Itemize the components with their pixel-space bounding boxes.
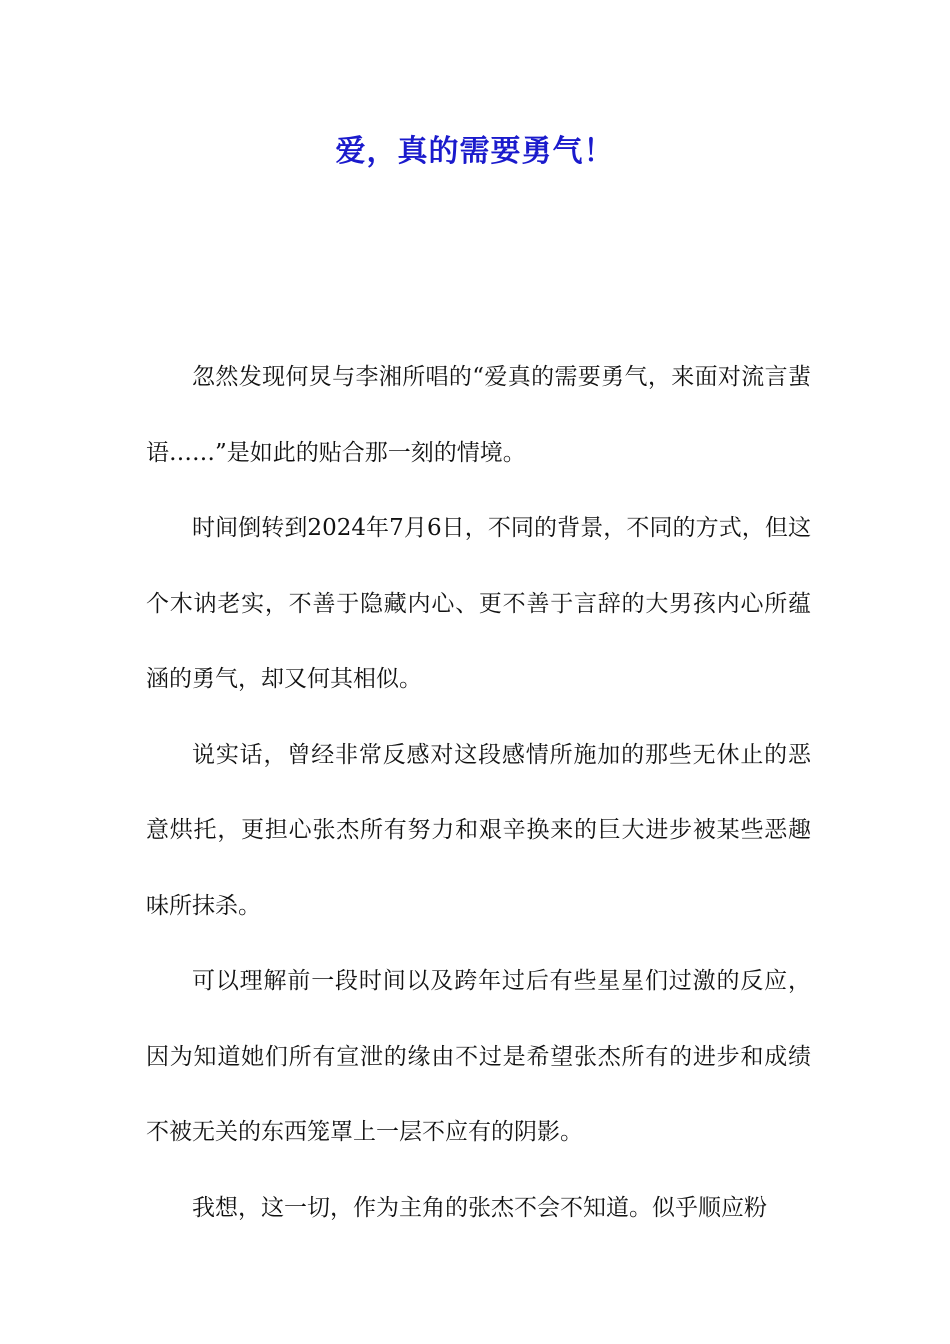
- document-title: 爱，真的需要勇气！: [335, 134, 615, 169]
- document-body: [146, 340, 811, 1246]
- paragraph: 说实话，曾经非常反感对这段感情所施加的那些无休止的恶意烘托，更担心张杰所有努力和艰辛换来的巨大进步被某些恶趣味所抹杀。: [146, 741, 811, 919]
- paragraph: 时间倒转到2024年7月6日，不同的背景，不同的方式，但这个木讷老实，不善于隐藏内心、更不善于言辞的大男孩内心所蕴涵的勇气，却又何其相似。: [146, 515, 811, 692]
- paragraph: 忽然发现何炅与李湘所唱的“爱真的需要勇气，来面对流言蜚语……”是如此的贴合那一刻的情境。: [146, 364, 811, 466]
- paragraph: 可以理解前一段时间以及跨年过后有些星星们过激的反应，因为知道她们所有宣泄的缘由不过是希望张杰所有的进步和成绩不被无关的东西笼罩上一层不应有的阴影。: [146, 968, 811, 1145]
- paragraph: 我想，这一切，作为主角的张杰不会不知道。似乎顺应粉: [192, 1194, 767, 1221]
